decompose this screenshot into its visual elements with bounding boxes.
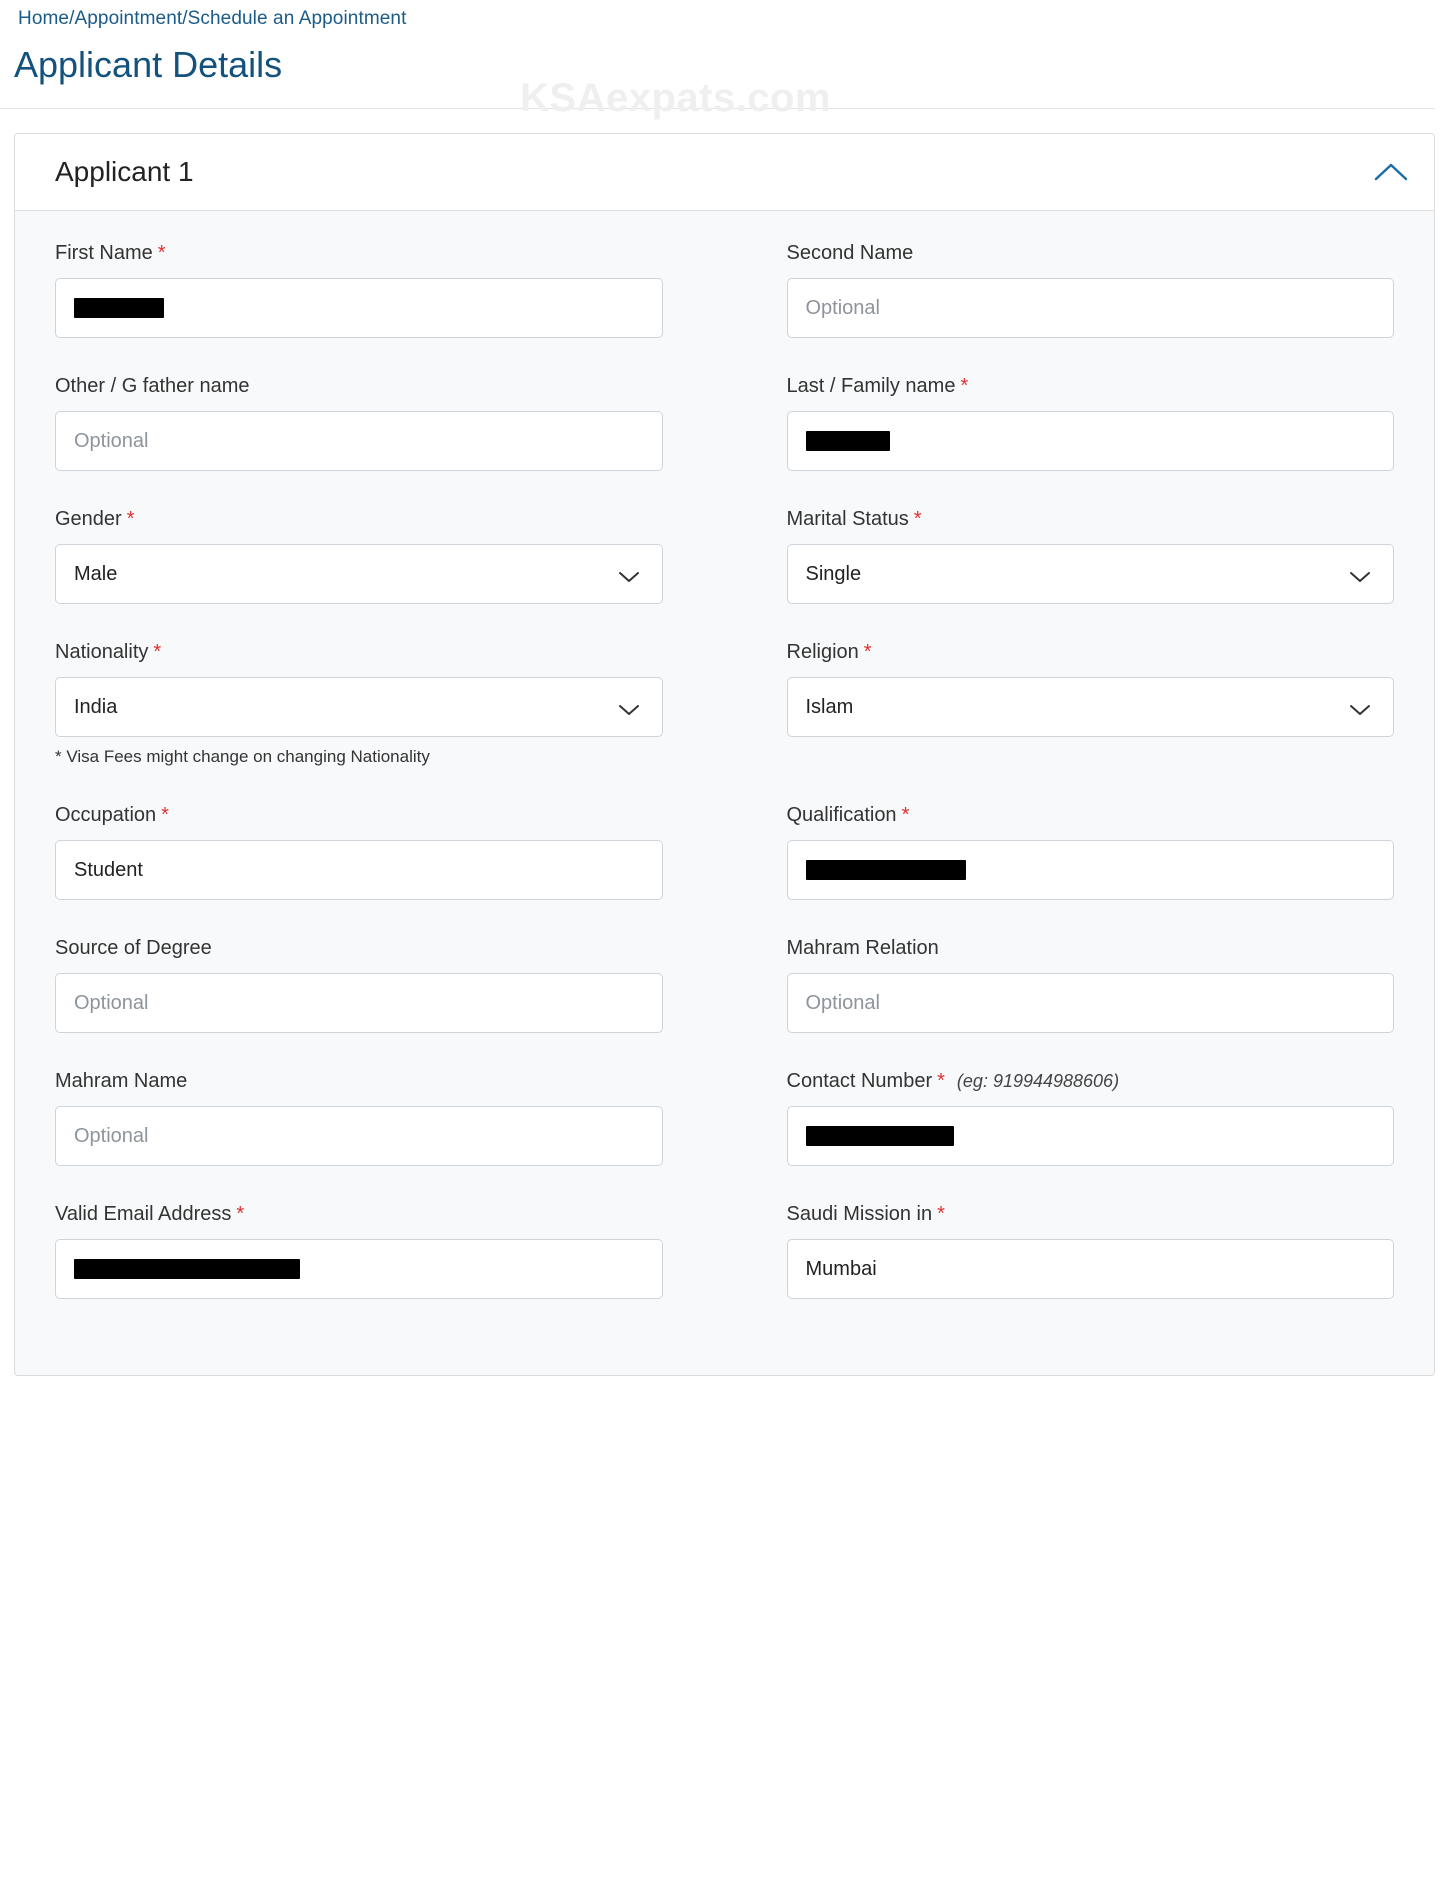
redacted-value xyxy=(74,1259,300,1279)
saudi-mission-in-input[interactable]: Mumbai xyxy=(787,1239,1395,1299)
chevron-down-icon xyxy=(1349,567,1371,581)
religion-selected-value: Islam xyxy=(805,695,854,718)
field-gender xyxy=(55,507,663,604)
applicant-form xyxy=(15,211,1434,1375)
occupation-input[interactable]: Student xyxy=(55,840,663,900)
religion-label xyxy=(787,640,1395,664)
redacted-value xyxy=(806,431,890,451)
mahram-name-input[interactable]: Optional xyxy=(55,1106,663,1166)
required-asterisk: * xyxy=(161,804,169,826)
mahram-name-label: Mahram Name xyxy=(55,1070,188,1092)
field-saudi-mission-in xyxy=(787,1202,1395,1299)
field-other-g-father-name xyxy=(55,374,663,471)
chevron-up-icon[interactable] xyxy=(1374,162,1408,182)
required-asterisk: * xyxy=(901,804,910,826)
first-name-label xyxy=(55,241,663,265)
saudi-mission-in-label-text: Saudi Mission in xyxy=(786,1203,933,1225)
field-contact-number xyxy=(787,1069,1395,1166)
required-asterisk: * xyxy=(153,641,162,663)
field-occupation xyxy=(55,803,663,900)
last-family-name-label-text: Last / Family name xyxy=(786,375,956,397)
applicant-card xyxy=(14,133,1435,1376)
contact-number-hint: (eg: 919944988606) xyxy=(956,1071,1120,1091)
field-mahram-name xyxy=(55,1069,663,1166)
page-title: Applicant Details xyxy=(14,44,283,85)
required-asterisk: * xyxy=(913,508,922,530)
required-asterisk: * xyxy=(937,1203,945,1225)
redacted-value xyxy=(806,860,966,880)
last-family-name-label xyxy=(787,374,1395,398)
source-of-degree-input[interactable]: Optional xyxy=(55,973,663,1033)
breadcrumb[interactable]: Home/Appointment/Schedule an Appointment xyxy=(18,8,407,29)
required-asterisk: * xyxy=(937,1070,945,1092)
nationality-note: * Visa Fees might change on changing Nationality xyxy=(55,747,430,766)
marital-status-select[interactable] xyxy=(787,544,1395,604)
valid-email-address-input[interactable] xyxy=(55,1239,663,1299)
required-asterisk: * xyxy=(157,242,166,264)
contact-number-label-text: Contact Number xyxy=(786,1070,933,1092)
second-name-input[interactable]: Optional xyxy=(787,278,1395,338)
field-marital-status xyxy=(787,507,1395,604)
applicant-card-header[interactable] xyxy=(15,134,1434,211)
field-religion xyxy=(787,640,1395,767)
gender-selected-value: Male xyxy=(74,562,118,585)
chevron-down-icon xyxy=(618,700,640,714)
page-title-row xyxy=(0,30,1435,120)
contact-number-label xyxy=(787,1069,1395,1093)
field-last-family-name xyxy=(787,374,1395,471)
qualification-label xyxy=(787,803,1395,827)
contact-number-input[interactable] xyxy=(787,1106,1395,1166)
gender-label-text: Gender xyxy=(55,508,122,530)
chevron-down-icon xyxy=(618,567,640,581)
applicant-card-title: Applicant 1 xyxy=(55,156,194,187)
required-asterisk: * xyxy=(126,508,135,530)
field-qualification xyxy=(787,803,1395,900)
chevron-down-icon xyxy=(1349,700,1371,714)
source-of-degree-label: Source of Degree xyxy=(55,937,212,959)
required-asterisk: * xyxy=(960,375,969,397)
marital-status-label xyxy=(787,507,1395,531)
field-nationality xyxy=(55,640,663,767)
last-family-name-input[interactable] xyxy=(787,411,1395,471)
first-name-label-text: First Name xyxy=(55,242,153,264)
occupation-label xyxy=(55,803,663,827)
gender-label xyxy=(55,507,663,531)
other-g-father-name-label: Other / G father name xyxy=(55,375,250,397)
other-g-father-name-input[interactable]: Optional xyxy=(55,411,663,471)
marital-status-selected-value: Single xyxy=(805,562,862,585)
field-second-name xyxy=(787,241,1395,338)
watermark-text: KSAexpats.com xyxy=(520,76,832,120)
redacted-value xyxy=(806,1126,954,1146)
redacted-value xyxy=(74,298,164,318)
field-mahram-relation xyxy=(787,936,1395,1033)
qualification-input[interactable] xyxy=(787,840,1395,900)
nationality-label xyxy=(55,640,663,664)
mahram-relation-input[interactable]: Optional xyxy=(787,973,1395,1033)
marital-status-label-text: Marital Status xyxy=(786,508,909,530)
nationality-label-text: Nationality xyxy=(55,641,149,663)
first-name-input[interactable] xyxy=(55,278,663,338)
required-asterisk: * xyxy=(863,641,872,663)
field-source-of-degree xyxy=(55,936,663,1033)
occupation-label-text: Occupation xyxy=(55,804,157,826)
valid-email-address-label xyxy=(55,1202,663,1226)
mahram-relation-label: Mahram Relation xyxy=(786,937,939,959)
saudi-mission-in-label xyxy=(787,1202,1395,1226)
religion-select[interactable] xyxy=(787,677,1395,737)
required-asterisk: * xyxy=(236,1203,245,1225)
nationality-select[interactable] xyxy=(55,677,663,737)
valid-email-address-label-text: Valid Email Address xyxy=(55,1203,232,1225)
nationality-selected-value: India xyxy=(74,695,118,718)
field-valid-email-address xyxy=(55,1202,663,1299)
gender-select[interactable] xyxy=(55,544,663,604)
qualification-label-text: Qualification xyxy=(786,804,897,826)
second-name-label: Second Name xyxy=(786,242,914,264)
field-first-name xyxy=(55,241,663,338)
religion-label-text: Religion xyxy=(786,641,859,663)
